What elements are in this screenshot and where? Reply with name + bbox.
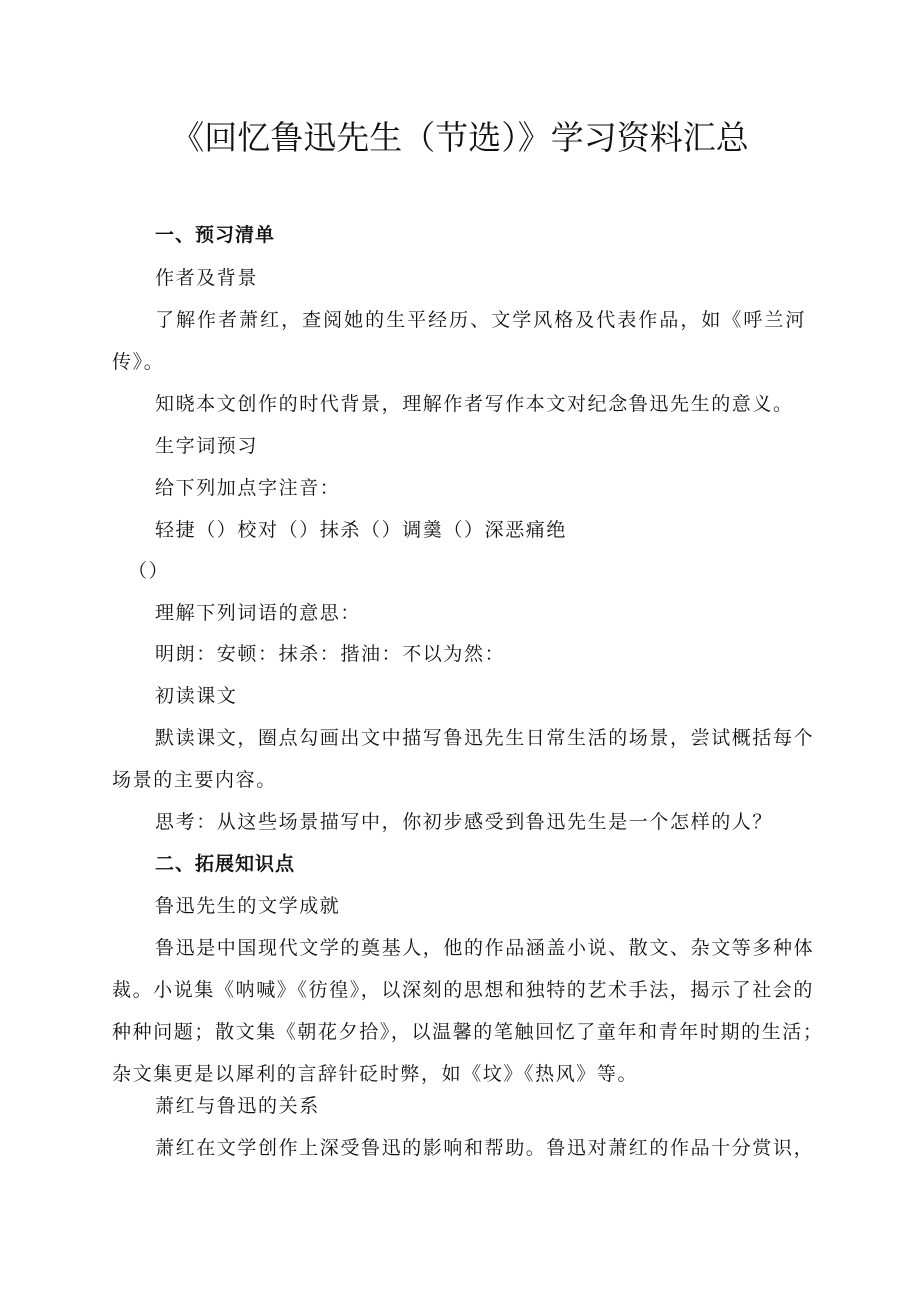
paragraph-line: 轻捷（）校对（）抹杀（）调羹（）深恶痛绝 (155, 519, 568, 541)
paragraph-line: 默读课文，圈点勾画出文中描写鲁迅先生日常生活的场景，尝试概括每个 (155, 727, 815, 749)
paragraph-line: 给下列加点字注音： (155, 477, 341, 499)
paragraph-line: 鲁迅是中国现代文学的奠基人，他的作品涵盖小说、散文、杂文等多种体 (155, 937, 815, 959)
paragraph-line: 思考：从这些场景描写中，你初步感受到鲁迅先生是一个怎样的人？ (155, 811, 774, 833)
section-heading-extension: 二、拓展知识点 (155, 853, 296, 875)
paragraph-line: 知晓本文创作的时代背景，理解作者写作本文对纪念鲁迅先生的意义。 (155, 393, 794, 415)
subheading-vocabulary: 生字词预习 (155, 435, 259, 457)
paragraph-line: 传》。 (112, 351, 165, 373)
paragraph-line: 杂文集更是以犀利的言辞针砭时弊，如《坟》《热风》等。 (112, 1063, 639, 1085)
paragraph-line: 了解作者萧红，查阅她的生平经历、文学风格及代表作品，如《呼兰河 (155, 309, 806, 331)
document-title: 《回忆鲁迅先生（节选）》学习资料汇总 (171, 118, 749, 157)
paragraph-line: 明朗：安顿：抹杀：揩油：不以为然： (155, 643, 506, 665)
paragraph-line: 萧红在文学创作上深受鲁迅的影响和帮助。鲁迅对萧红的作品十分赏识， (155, 1137, 815, 1159)
subheading-literary-achievements: 鲁迅先生的文学成就 (155, 895, 341, 917)
subheading-xiaohong-luxun: 萧红与鲁迅的关系 (155, 1095, 320, 1117)
paragraph-line: （） (128, 560, 170, 582)
paragraph-line: 裁。小说集《呐喊》《彷徨》，以深刻的思想和独特的艺术手法，揭示了社会的 (112, 979, 815, 1001)
paragraph-line: 理解下列词语的意思： (155, 602, 362, 624)
paragraph-line: 场景的主要内容。 (112, 769, 277, 791)
section-heading-preview: 一、预习清单 (155, 224, 276, 246)
subheading-first-reading: 初读课文 (155, 685, 238, 707)
paragraph-line: 种种问题；散文集《朝花夕拾》，以温馨的笔触回忆了童年和青年时期的生活； (112, 1021, 824, 1043)
subheading-author-background: 作者及背景 (155, 267, 259, 289)
